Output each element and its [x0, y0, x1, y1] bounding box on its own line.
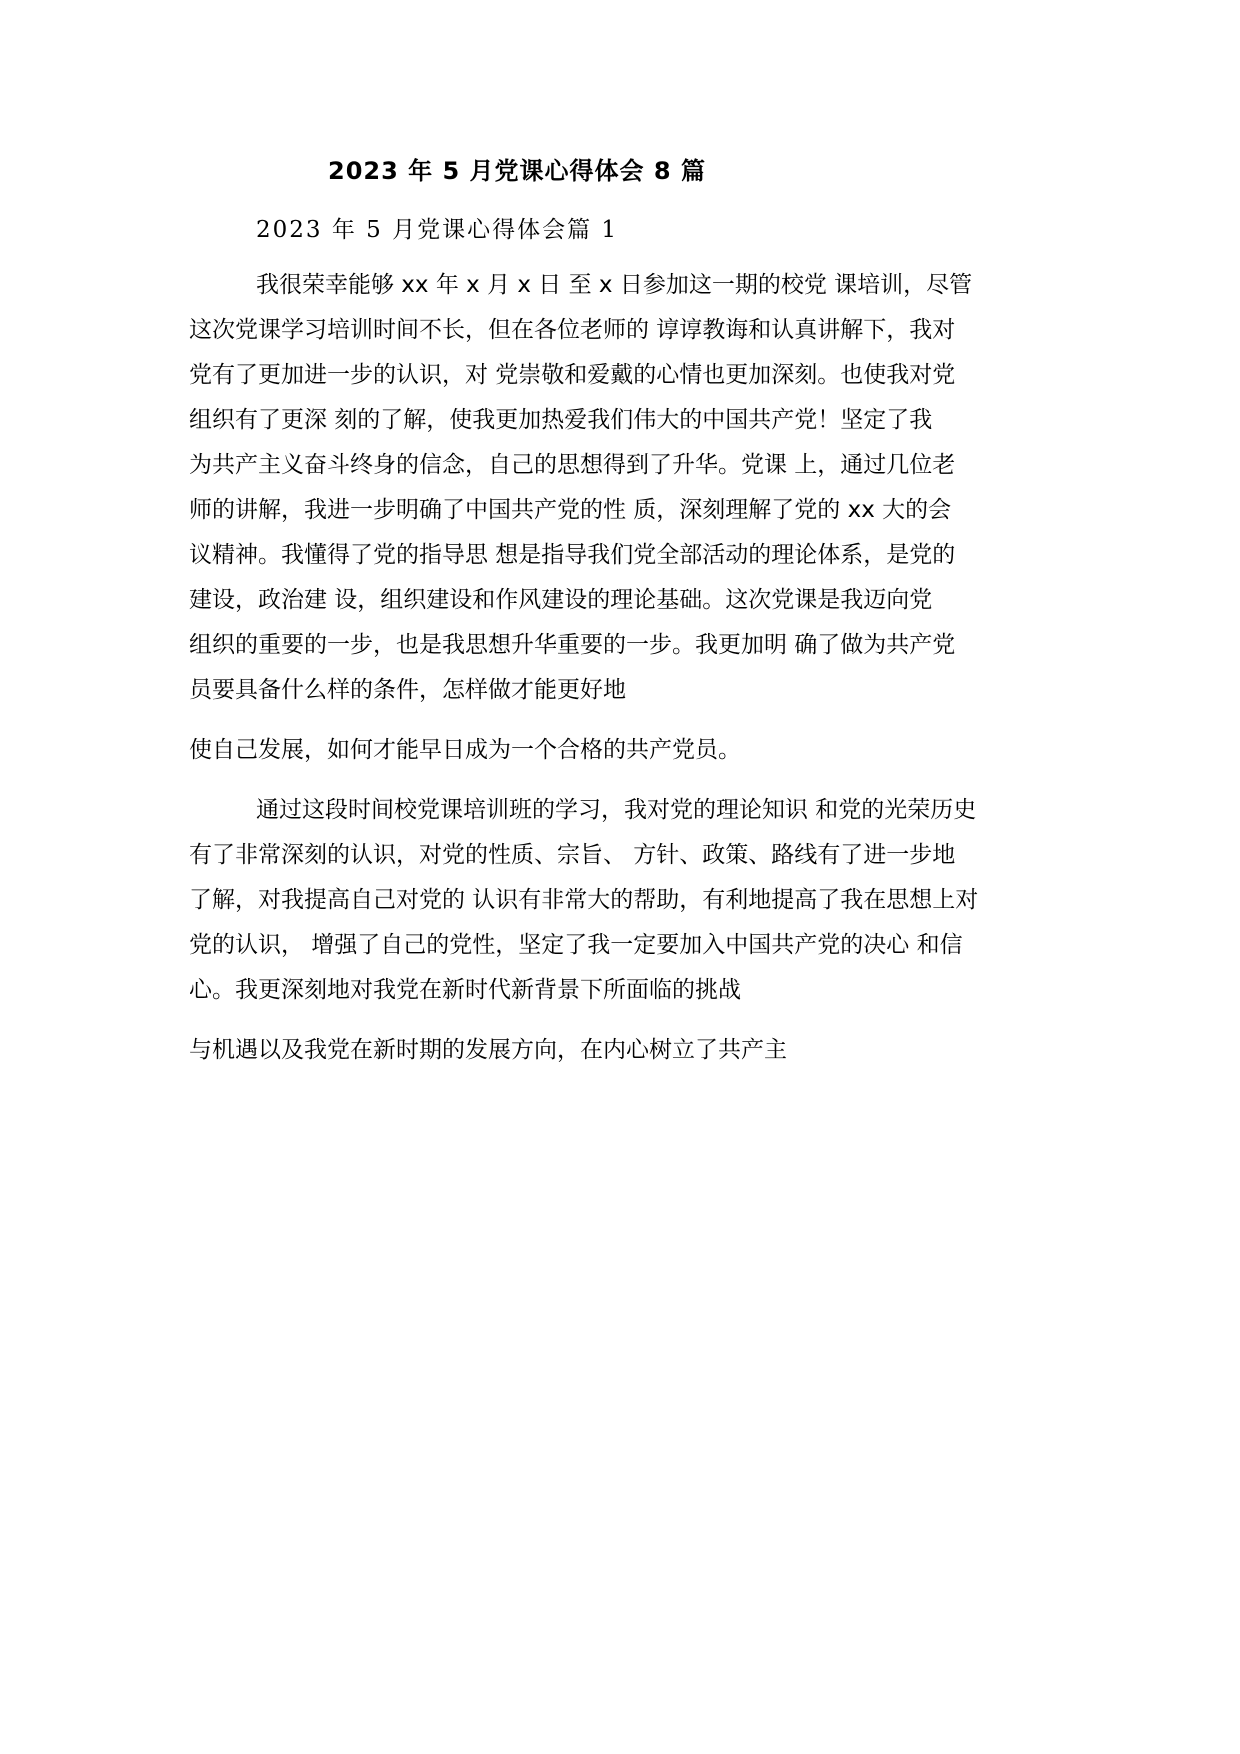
paragraph-line: 师的讲解，我进一步明确了中国共产党的性 质，深刻理解了党的 xx 大的会: [189, 497, 952, 523]
paragraph-line: 这次党课学习培训时间不长，但在各位老师的 谆谆教诲和认真讲解下，我对: [189, 317, 956, 343]
paragraph-line: 使自己发展，如何才能早日成为一个合格的共产党员。: [189, 737, 741, 763]
paragraph-line: 心。我更深刻地对我党在新时代新背景下所面临的挑战: [189, 977, 741, 1003]
paragraph-line: 与机遇以及我党在新时期的发展方向，在内心树立了共产主: [189, 1037, 787, 1063]
paragraph-line: 通过这段时间校党课培训班的学习，我对党的理论知识 和党的光荣历史: [256, 797, 977, 823]
paragraph-line: 了解，对我提高自己对党的 认识有非常大的帮助，有利地提高了我在思想上对: [189, 887, 979, 913]
paragraph-line: 组织的重要的一步，也是我思想升华重要的一步。我更加明 确了做为共产党: [189, 632, 956, 658]
paragraph-line: 为共产主义奋斗终身的信念，自己的思想得到了升华。党课 上，通过几位老: [189, 452, 956, 478]
paragraph-line: 我很荣幸能够 xx 年 x 月 x 日 至 x 日参加这一期的校党 课培训，尽管: [256, 272, 973, 298]
paragraph-line: 党的认识， 增强了自己的党性，坚定了我一定要加入中国共产党的决心 和信: [189, 932, 963, 958]
paragraph-line: 组织有了更深 刻的了解，使我更加热爱我们伟大的中国共产党！坚定了我: [189, 407, 933, 433]
document-title: 2023 年 5 月党课心得体会 8 篇: [328, 157, 706, 185]
paragraph-line: 有了非常深刻的认识，对党的性质、宗旨、 方针、政策、路线有了进一步地: [189, 842, 956, 868]
paragraph-line: 员要具备什么样的条件，怎样做才能更好地: [189, 677, 626, 703]
document-subtitle: 2023 年 5 月党课心得体会篇 1: [256, 217, 619, 243]
paragraph-line: 党有了更加进一步的认识，对 党崇敬和爱戴的心情也更加深刻。也使我对党: [189, 362, 956, 388]
paragraph-line: 议精神。我懂得了党的指导思 想是指导我们党全部活动的理论体系，是党的: [189, 542, 956, 568]
paragraph-line: 建设，政治建 设，组织建设和作风建设的理论基础。这次党课是我迈向党: [189, 587, 933, 613]
